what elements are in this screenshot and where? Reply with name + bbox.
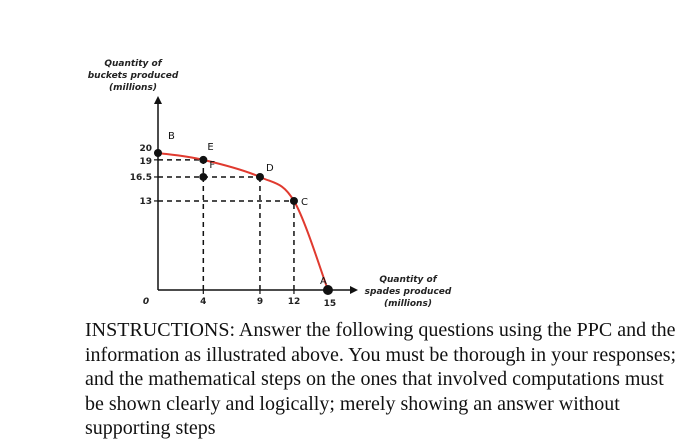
x-tick-label: 15: [323, 299, 337, 309]
y-axis-title: [88, 59, 179, 93]
ppc-curve: [158, 153, 328, 290]
axis-title-line: (millions): [109, 83, 157, 93]
point-C: [290, 197, 298, 205]
point-label-E: E: [207, 141, 214, 153]
axis-title-line: (millions): [384, 299, 432, 309]
y-tick-label: 19: [139, 156, 152, 167]
axis-title-line: Quantity of: [104, 59, 162, 69]
point-label-B: B: [168, 131, 175, 142]
point-D: [256, 173, 264, 181]
axis-title-line: Quantity of: [379, 275, 437, 285]
point-label-F: F: [209, 159, 216, 171]
x-tick-label: 4: [200, 297, 207, 307]
point-E: [199, 156, 207, 164]
point-B: [154, 149, 162, 157]
y-tick-label: 16.5: [129, 172, 152, 183]
axis-title-line: spades produced: [364, 287, 452, 297]
axis-title-line: buckets produced: [87, 71, 179, 81]
x-ticks: [200, 290, 336, 309]
y-ticks: [130, 144, 158, 207]
y-tick-label: 13: [139, 196, 152, 207]
x-axis-title: [365, 275, 452, 309]
instructions-text: INSTRUCTIONS: Answer the following questions using the PPC and the information as illustrated above. You must be thorough in your responses; and the mathematical steps on the ones that involved computations must be shown clearly and logically; merely showing an answer without supporting steps: [85, 319, 677, 439]
x-tick-label: 12: [287, 297, 301, 307]
x-tick-label: 9: [256, 297, 264, 307]
point-label-D: D: [265, 162, 274, 174]
point-label-C: C: [300, 196, 308, 208]
y-axis-arrowhead: [154, 96, 162, 104]
dashed-guides: [158, 160, 294, 290]
point-F: [199, 173, 207, 181]
point-label-A: A: [319, 276, 327, 287]
origin-label: 0: [142, 297, 150, 307]
x-axis-arrowhead: [350, 286, 358, 294]
y-tick-label: 20: [139, 144, 152, 154]
